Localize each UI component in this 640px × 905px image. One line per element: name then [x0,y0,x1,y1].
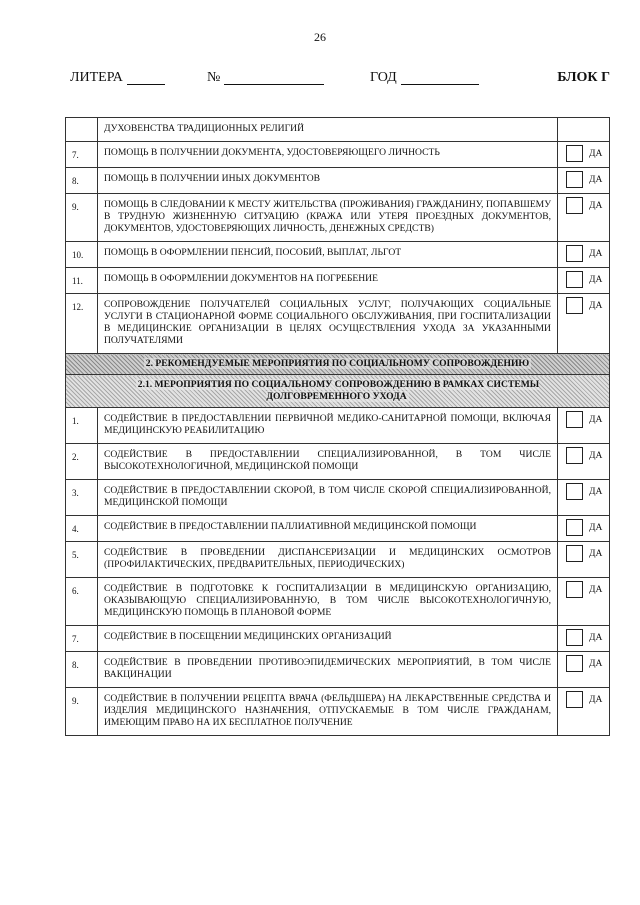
year-blank[interactable] [401,70,479,85]
row-text: ПОМОЩЬ В СЛЕДОВАНИИ К МЕСТУ ЖИТЕЛЬСТВА (ПРОЖИВАНИЯ) ГРАЖДАНИНУ, ПОПАВШЕМУ В ТРУДНУЮ ЖИЗНЕННУЮ СИТУАЦИЮ (КРАЖА ИЛИ УТЕРЯ ПРОЕЗДНЫХ ДОКУМЕНТОВ, ДОКУМЕНТОВ, УДОСТОВЕРЯЮЩИХ ЛИЧНОСТЬ, ДЕНЕЖНЫХ СРЕДСТВ) [98,194,558,242]
page-number: 26 [314,30,326,44]
yes-checkbox[interactable] [566,171,583,188]
answer-cell [558,268,610,294]
yes-label: ДА [589,300,603,311]
yes-label: ДА [589,632,603,643]
answer-cell [558,118,610,142]
table-row [66,242,610,268]
yes-label: ДА [589,694,603,705]
table-part-2 [66,408,610,736]
answer-cell [558,542,610,578]
subsection-title: 2.1. МЕРОПРИЯТИЯ ПО СОЦИАЛЬНОМУ СОПРОВОЖДЕНИЮ В РАМКАХ СИСТЕМЫ ДОЛГОВРЕМЕННОГО УХОДА [137,379,540,402]
section-row [66,354,610,375]
table-row [66,268,610,294]
row-number [66,118,98,142]
yes-checkbox[interactable] [566,297,583,314]
row-number: 9. [66,194,98,242]
row-number: 12. [66,294,98,354]
row-text: СОДЕЙСТВИЕ В ПРЕДОСТАВЛЕНИИ СПЕЦИАЛИЗИРОВАННОЙ, В ТОМ ЧИСЛЕ ВЫСОКОТЕХНОЛОГИЧНОЙ, МЕДИЦИНСКОЙ ПОМОЩИ [98,444,558,480]
subsection-row [66,375,610,408]
section-title: 2. РЕКОМЕНДУЕМЫЕ МЕРОПРИЯТИЯ ПО СОЦИАЛЬНОМУ СОПРОВОЖДЕНИЮ [145,358,530,369]
row-text: СОДЕЙСТВИЕ В ПРЕДОСТАВЛЕНИИ ПАЛЛИАТИВНОЙ МЕДИЦИНСКОЙ ПОМОЩИ [98,516,558,542]
table-row [66,652,610,688]
table-part-1 [66,118,610,354]
answer-cell [558,480,610,516]
table-row [66,294,610,354]
table-row [66,480,610,516]
table-row [66,194,610,242]
number-label: № [207,70,221,85]
table-row [66,168,610,194]
table-row [66,542,610,578]
yes-checkbox[interactable] [566,629,583,646]
row-number: 8. [66,652,98,688]
yes-checkbox[interactable] [566,411,583,428]
litera-field[interactable] [70,70,123,86]
answer-cell [558,194,610,242]
row-text: СОДЕЙСТВИЕ В ПОЛУЧЕНИИ РЕЦЕПТА ВРАЧА (ФЕЛЬДШЕРА) НА ЛЕКАРСТВЕННЫЕ СРЕДСТВА И ИЗДЕЛИЯ МЕДИЦИНСКОГО НАЗНАЧЕНИЯ, ОТПУСКАЕМЫЕ В ТОМ ЧИСЛЕ ГРАЖДАНАМ, ИМЕЮЩИМ ПРАВО НА ИХ БЕСПЛАТНОЕ ПОЛУЧЕНИЕ [98,688,558,736]
yes-checkbox[interactable] [566,691,583,708]
yes-label: ДА [589,450,603,461]
table-row [66,516,610,542]
answer-cell [558,408,610,444]
row-number: 2. [66,444,98,480]
row-text: СОДЕЙСТВИЕ В ПОДГОТОВКЕ К ГОСПИТАЛИЗАЦИИ В МЕДИЦИНСКУЮ ОРГАНИЗАЦИЮ, ОКАЗЫВАЮЩУЮ СПЕЦИАЛИЗИРОВАННУЮ, В ТОМ ЧИСЛЕ ВЫСОКОТЕХНОЛОГИЧНУЮ, МЕДИЦИНСКУЮ ПОМОЩЬ В ПЛАНОВОЙ ФОРМЕ [98,578,558,626]
answer-cell [558,688,610,736]
row-number: 11. [66,268,98,294]
number-field[interactable] [207,70,220,86]
answer-cell [558,578,610,626]
row-number: 9. [66,688,98,736]
block-label: БЛОК Г [557,70,610,85]
yes-label: ДА [589,584,603,595]
yes-label: ДА [589,414,603,425]
table-row [66,444,610,480]
yes-label: ДА [589,200,603,211]
answer-cell [558,652,610,688]
row-text: СОДЕЙСТВИЕ В ПРОВЕДЕНИИ ДИСПАНСЕРИЗАЦИИ И МЕДИЦИНСКИХ ОСМОТРОВ (ПРОФИЛАКТИЧЕСКИХ, ПРЕДВАРИТЕЛЬНЫХ, ПЕРИОДИЧЕСКИХ) [98,542,558,578]
table-row [66,142,610,168]
table-row [66,688,610,736]
table-row [66,626,610,652]
table-row [66,578,610,626]
row-text: ПОМОЩЬ В ПОЛУЧЕНИИ ДОКУМЕНТА, УДОСТОВЕРЯЮЩЕГО ЛИЧНОСТЬ [98,142,558,168]
row-number: 3. [66,480,98,516]
yes-checkbox[interactable] [566,483,583,500]
row-number: 5. [66,542,98,578]
answer-cell [558,516,610,542]
yes-label: ДА [589,658,603,669]
table-row [66,408,610,444]
yes-checkbox[interactable] [566,581,583,598]
yes-label: ДА [589,174,603,185]
form-header [70,70,610,92]
yes-label: ДА [589,148,603,159]
row-number: 4. [66,516,98,542]
row-number: 6. [66,578,98,626]
number-blank[interactable] [224,70,324,85]
year-label: ГОД [370,70,397,85]
yes-checkbox[interactable] [566,271,583,288]
yes-checkbox[interactable] [566,245,583,262]
answer-cell [558,626,610,652]
litera-blank[interactable] [127,70,165,85]
year-field[interactable] [370,70,397,86]
row-number: 8. [66,168,98,194]
litera-label: ЛИТЕРА [70,70,123,85]
yes-checkbox[interactable] [566,447,583,464]
yes-checkbox[interactable] [566,145,583,162]
row-number: 7. [66,626,98,652]
yes-label: ДА [589,522,603,533]
answer-cell [558,168,610,194]
yes-checkbox[interactable] [566,519,583,536]
answer-cell [558,242,610,268]
row-text: СОДЕЙСТВИЕ В ПРЕДОСТАВЛЕНИИ ПЕРВИЧНОЙ МЕДИКО-САНИТАРНОЙ ПОМОЩИ, ВКЛЮЧАЯ МЕДИЦИНСКУЮ РЕАБИЛИТАЦИЮ [98,408,558,444]
row-text: СОДЕЙСТВИЕ В ПОСЕЩЕНИИ МЕДИЦИНСКИХ ОРГАНИЗАЦИЙ [98,626,558,652]
answer-cell [558,444,610,480]
row-text: ДУХОВЕНСТВА ТРАДИЦИОННЫХ РЕЛИГИЙ [98,118,558,142]
row-text: ПОМОЩЬ В ОФОРМЛЕНИИ ПЕНСИЙ, ПОСОБИЙ, ВЫПЛАТ, ЛЬГОТ [98,242,558,268]
section-title-cell [66,354,610,375]
row-number: 10. [66,242,98,268]
yes-checkbox[interactable] [566,655,583,672]
yes-label: ДА [589,248,603,259]
yes-label: ДА [589,548,603,559]
row-number: 1. [66,408,98,444]
row-text: СОДЕЙСТВИЕ В ПРЕДОСТАВЛЕНИИ СКОРОЙ, В ТОМ ЧИСЛЕ СКОРОЙ СПЕЦИАЛИЗИРОВАННОЙ, МЕДИЦИНСКОЙ ПОМОЩИ [98,480,558,516]
measures-table [65,117,610,736]
yes-label: ДА [589,274,603,285]
row-number: 7. [66,142,98,168]
subsection-title-cell [66,375,610,408]
yes-label: ДА [589,486,603,497]
row-text: СОПРОВОЖДЕНИЕ ПОЛУЧАТЕЛЕЙ СОЦИАЛЬНЫХ УСЛУГ, ПОЛУЧАЮЩИХ СОЦИАЛЬНЫЕ УСЛУГИ В СТАЦИОНАРНОЙ ФОРМЕ СОЦИАЛЬНОГО ОБСЛУЖИВАНИЯ, ПРИ ГОСПИТАЛИЗАЦИИ В МЕДИЦИНСКИЕ ОРГАНИЗАЦИИ В ЦЕЛЯХ ОСУЩЕСТВЛЕНИЯ УХОДА ЗА УКАЗАННЫМИ ПОЛУЧАТЕЛЯМИ [98,294,558,354]
table-row [66,118,610,142]
row-text: ПОМОЩЬ В ОФОРМЛЕНИИ ДОКУМЕНТОВ НА ПОГРЕБЕНИЕ [98,268,558,294]
table-section-headers [66,354,610,408]
yes-checkbox[interactable] [566,197,583,214]
yes-checkbox[interactable] [566,545,583,562]
row-text: СОДЕЙСТВИЕ В ПРОВЕДЕНИИ ПРОТИВОЭПИДЕМИЧЕСКИХ МЕРОПРИЯТИЙ, В ТОМ ЧИСЛЕ ВАКЦИНАЦИИ [98,652,558,688]
row-text: ПОМОЩЬ В ПОЛУЧЕНИИ ИНЫХ ДОКУМЕНТОВ [98,168,558,194]
answer-cell [558,142,610,168]
answer-cell [558,294,610,354]
